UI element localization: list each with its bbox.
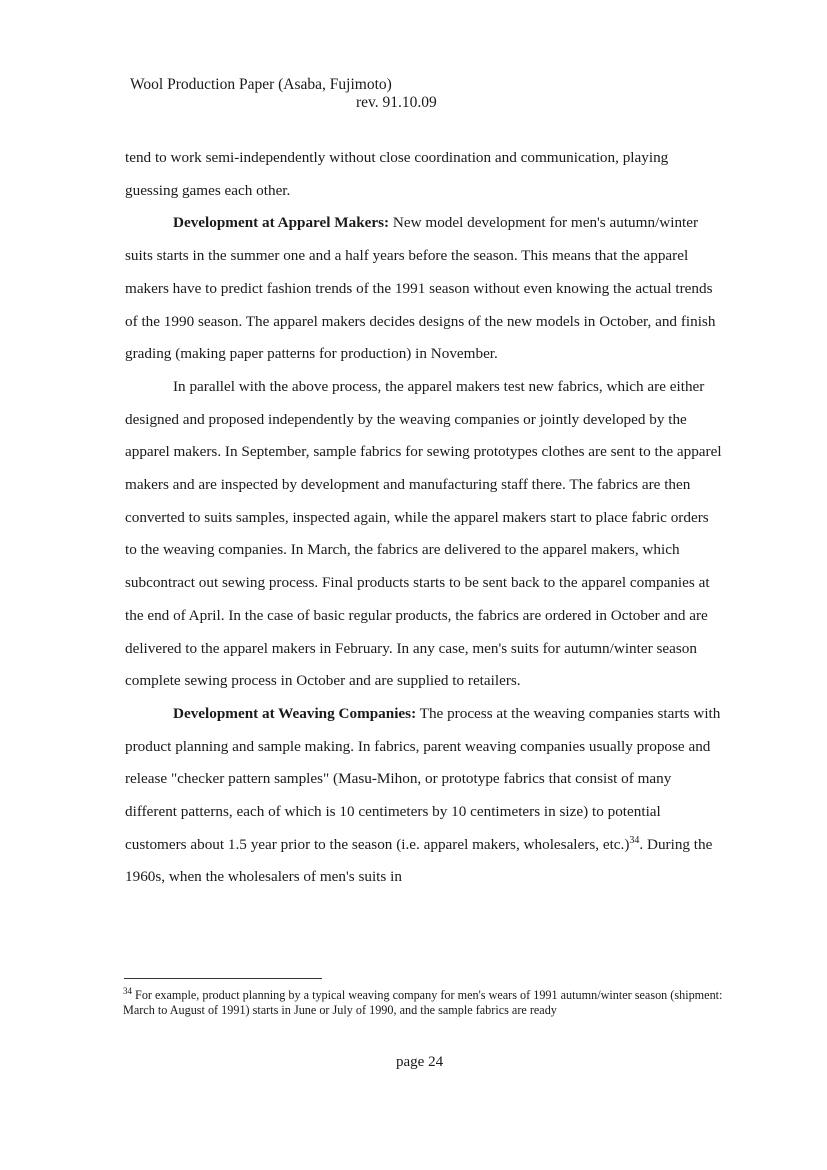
- paragraph-4-text-b: . During the 1960s, when the wholesalers of men's suits in: [125, 835, 713, 886]
- footnote-text: For example, product planning by a typical weaving company for men's wears of 1991 autumn/winter season (shipment: March to August of 1991) starts in June or July of 1990, and the sample fabrics are ready: [123, 988, 723, 1017]
- paragraph-4: [125, 698, 723, 894]
- section-heading-apparel-makers: Development at Apparel Makers:: [173, 214, 390, 232]
- paragraph-1: tend to work semi-independently without close coordination and communication, playing guessing games each other.: [125, 149, 669, 199]
- footnote-number: 34: [123, 985, 132, 996]
- page-number: page 24: [396, 1054, 444, 1070]
- footnote-divider: [124, 978, 322, 979]
- paragraph-2-text: New model development for men's autumn/winter suits starts in the summer one and a half years before the season. This means that the apparel makers have to predict fashion trends of the 1991 season without even knowing the actual trends of the 1990 season. The apparel makers decides designs of the new models in October, and finish grading (making paper patterns for production) in November.: [125, 214, 716, 363]
- body-text: [125, 142, 723, 894]
- paragraph-4-text-a: The process at the weaving companies starts with product planning and sample making. In fabrics, parent weaving companies usually propose and release "checker pattern samples" (Masu-Mihon, or prototype fabrics that consist of many different patterns, each of which is 10 centimeters by 10 centimeters in size) to potential customers about 1.5 year prior to the season (i.e. apparel makers, wholesalers, etc.): [125, 704, 721, 853]
- footnote-reference[interactable]: 34: [629, 834, 640, 846]
- section-heading-weaving-companies: Development at Weaving Companies:: [173, 704, 417, 722]
- paragraph-2: [125, 207, 723, 371]
- footnote: [123, 985, 729, 1018]
- header-title: Wool Production Paper (Asaba, Fujimoto): [130, 76, 392, 93]
- paragraph-3: In parallel with the above process, the apparel makers test new fabrics, which are either designed and proposed independently by the weaving companies or jointly developed by the apparel makers. In September, sample fabrics for sewing prototypes clothes are sent to the apparel makers and are inspected by development and manufacturing staff there. The fabrics are then converted to suits samples, inspected again, while the apparel makers start to place fabric orders to the weaving companies. In March, the fabrics are delivered to the apparel makers, which subcontract out sewing process. Final products starts to be sent back to the apparel companies at the end of April. In the case of basic regular products, the fabrics are ordered in October and are delivered to the apparel makers in February. In any case, men's suits for autumn/winter season complete sewing process in October and are supplied to retailers.: [125, 377, 722, 690]
- header-revision: rev. 91.10.09: [356, 94, 437, 111]
